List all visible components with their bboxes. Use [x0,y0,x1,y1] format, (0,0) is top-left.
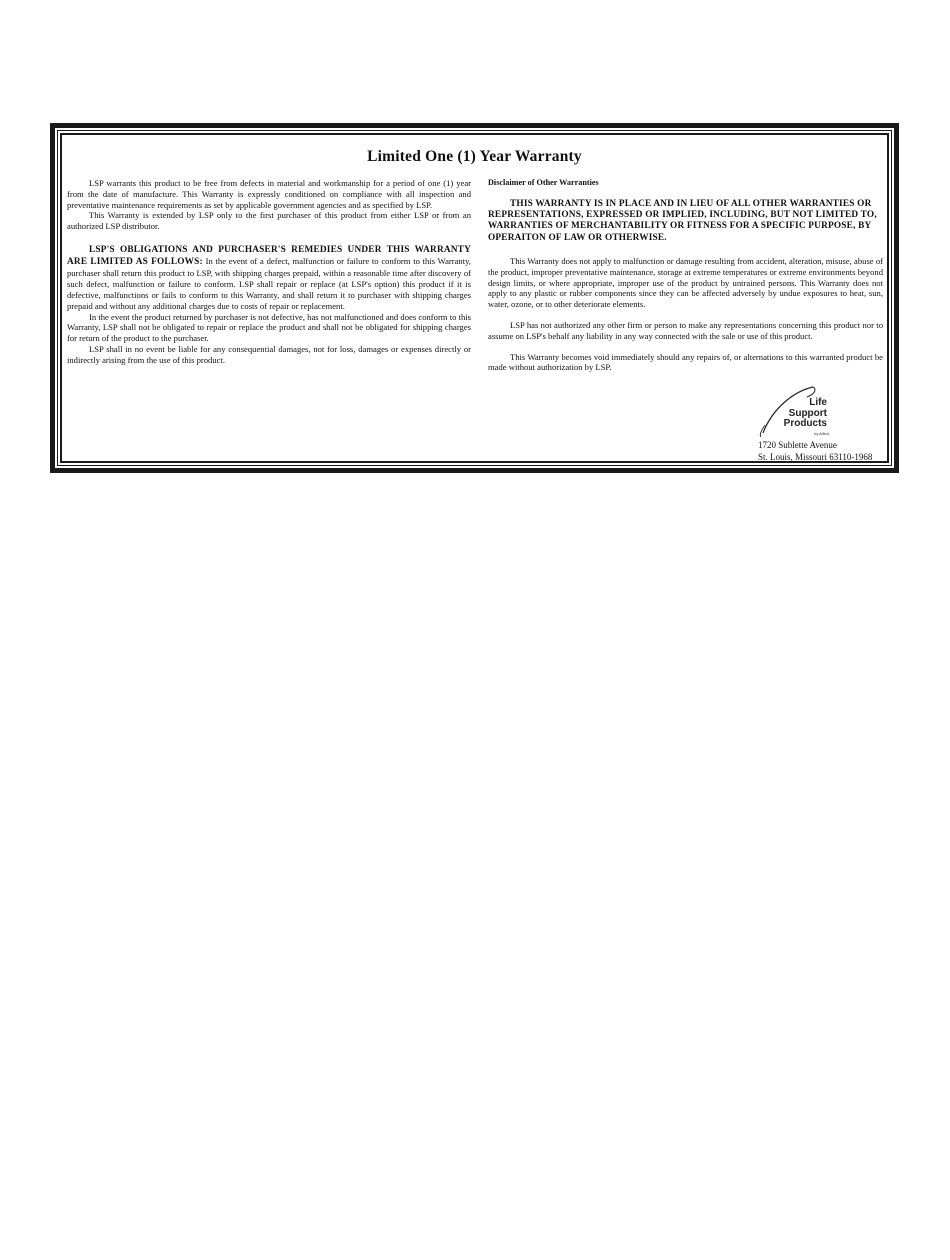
company-logo [755,385,833,439]
remedies-heading: LSP'S OBLIGATIONS AND PURCHASER'S REMEDIES UNDER THIS WARRANTY ARE LIMITED AS FOLLOWS: [67,244,471,268]
address-city: St. Louis, Missouri 63110-1968 [758,451,873,462]
warranty-card [50,123,899,473]
warranty-title: Limited One (1) Year Warranty [367,148,582,165]
remedies-paragraph [67,244,471,312]
void-paragraph: This Warranty becomes void immediately should any repairs of, or alternations to this warranted product be made without authorization by LSP. [488,351,883,373]
warranty-coverage-paragraph: LSP warrants this product to be free from defects in material and workmanship for a period of one (1) year from the date of manufacture. This Warranty is expressly conditioned on compliance with all inspection and preventative maintenance requirements as set by applicable government agencies and as specified by LSP. [67,178,471,210]
logo-line-life: Life [809,397,827,408]
logo-tagline: by Allied [814,431,829,436]
non-defective-paragraph: In the event the product returned by purchaser is not defective, has not malfunctioned and does conform to this Warranty, LSP shall not be obligated to repair or replace the product and shall not be obligated for shipping charges for return of the product to the purchaser. [67,311,471,344]
remedies-text: In the event of a defect, malfunction or failure to conform to this Warranty, purchaser shall return this product to LSP, with shipping charges prepaid, within a reasonable time after discovery of such defect, malfunction or failure to conform. LSP shall repair or replace (at LSP's option) this product if it is defective, malfunctions or fails to conform to this Warranty, and shall return it to purchaser with shipping charges prepaid and without any additional charges due to costs of repair or replacement. [67,256,472,311]
warranty-extension-paragraph: This Warranty is extended by LSP only to the first purchaser of this product from either LSP or from an authorized LSP distributor. [67,210,471,232]
authorization-paragraph: LSP has not authorized any other firm or person to make any representations concerning this product nor to assume on LSP's behalf any liability in any way connected with the sale or use of this product. [488,319,883,341]
exclusions-paragraph: This Warranty does not apply to malfunction or damage resulting from accident, alteration, misuse, abuse of the product, improper preventative maintenance, storage at extreme temperatures or extreme environments beyond design limits, or where appropriate, improper use of the product by untrained persons. This Warranty does not apply to any plastic or rubber components since they can be affected adversely by undue exposures to heat, sun, water, ozone, or to other deteriorate elements. [488,255,883,310]
logo-line-support: Support [788,407,827,419]
company-address [758,440,872,463]
disclaimer-heading: Disclaimer of Other Warranties [488,178,599,187]
warranty-terms-column [67,178,471,366]
logo-line-products: Products [783,418,827,429]
address-street: 1720 Sublette Avenue [758,440,837,450]
logo-wordmark [784,398,827,430]
liability-paragraph: LSP shall in no event be liable for any consequential damages, not for loss, damages or expenses directly or indirectly arising from the use of this product. [67,343,471,365]
disclaimer-column [488,178,883,373]
disclaimer-caps-statement: THIS WARRANTY IS IN PLACE AND IN LIEU OF ALL OTHER WARRANTIES OR REPRESENTATIONS, EXPRESSED OR IMPLIED, INCLUDING, BUT NOT LIMITED TO, WARRANTIES OF MERCHANTABILITY OR FITNESS FOR A SPECIFIC PURPOSE, BY OPERAITON OF LAW OR OTHERWISE. [488,198,877,243]
